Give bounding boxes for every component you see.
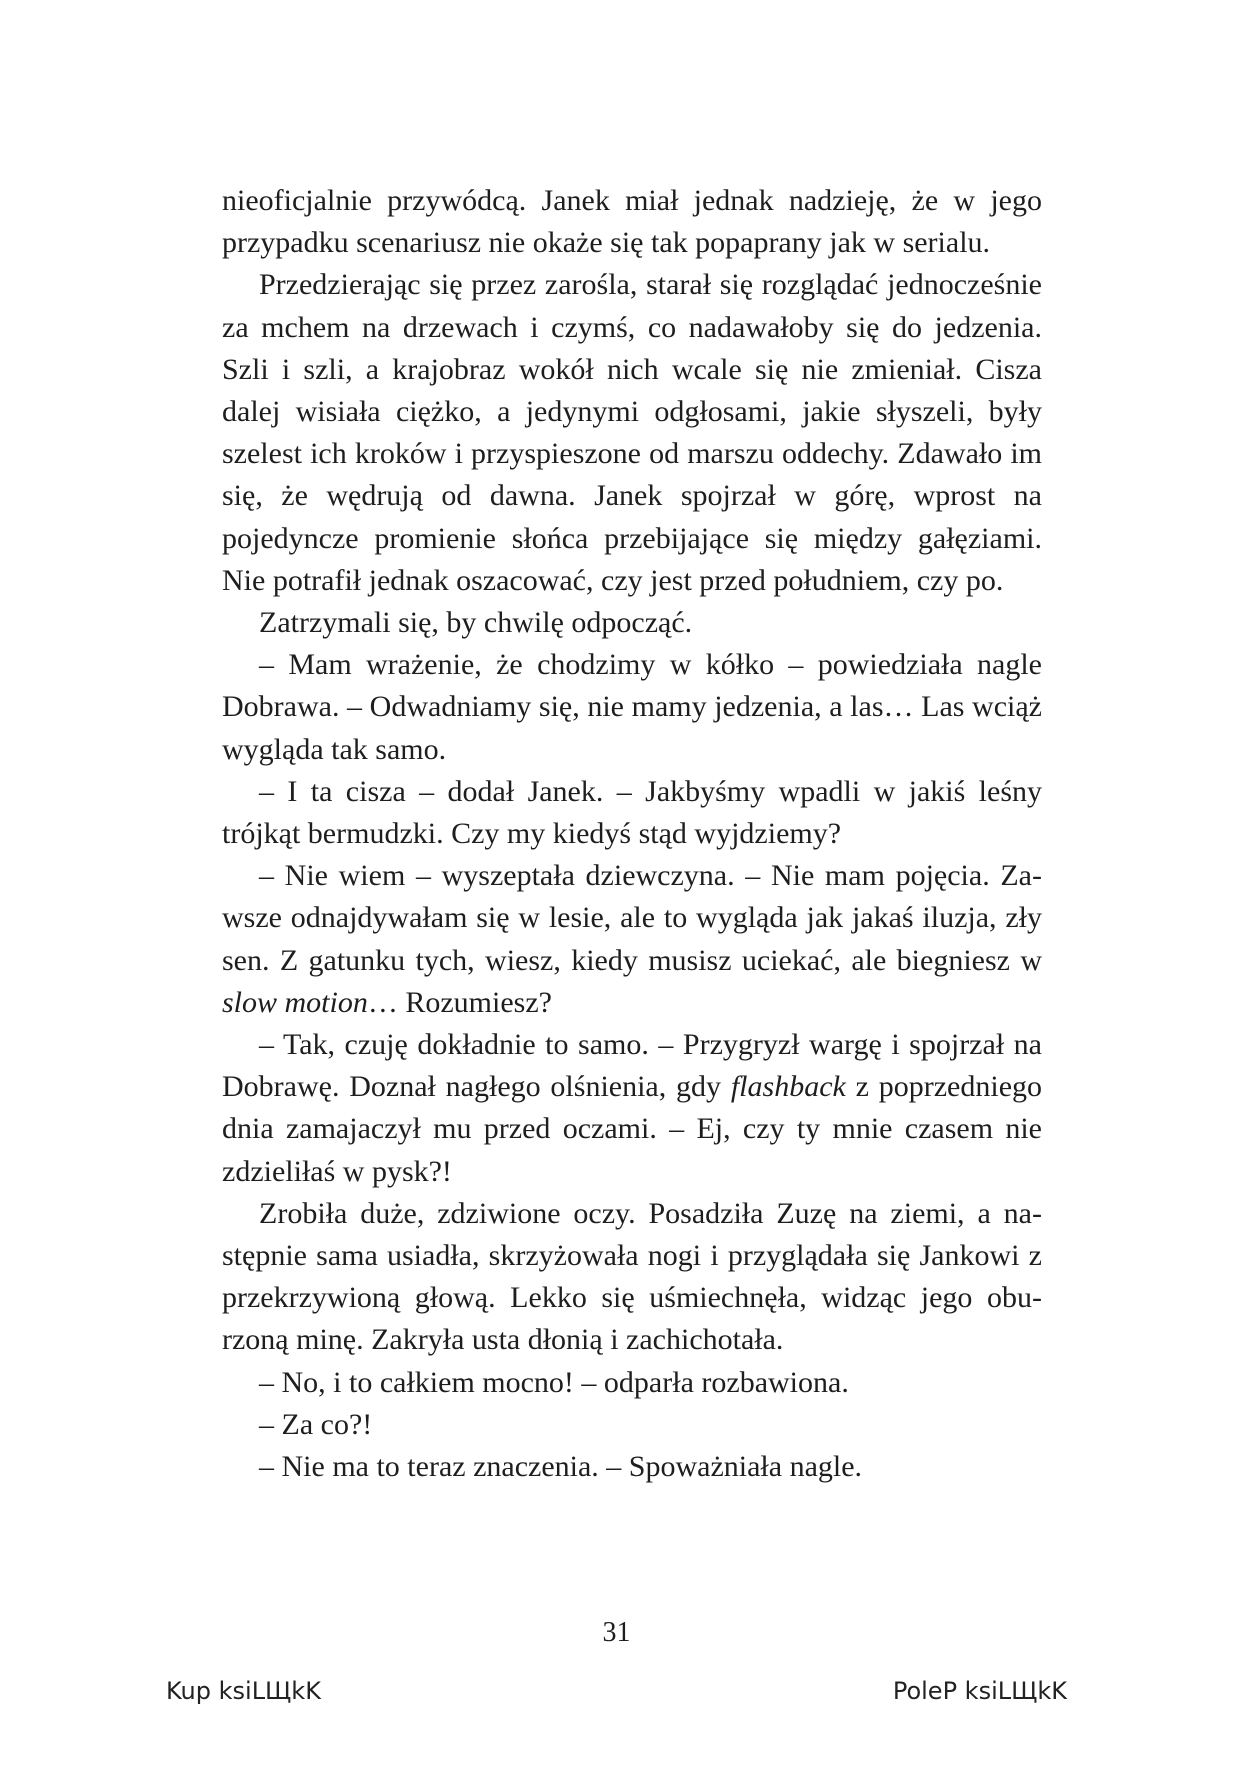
paragraph-3: Zatrzymali się, by chwilę odpocząć.	[259, 606, 693, 640]
paragraph-10: – Za co?!	[259, 1407, 373, 1441]
paragraph-6	[222, 855, 1042, 1024]
paragraph-1: nieoficjalnie przywódcą. Janek miał jednak nadzieję, że w jego przypadku scenariusz nie okaże się tak popaprany jak w serialu.	[222, 184, 1042, 260]
paragraph-6-tail: … Rozumiesz?	[367, 985, 552, 1019]
paragraph-6-italic: slow motion	[222, 985, 368, 1019]
paragraph-4: – Mam wrażenie, że chodzimy w kółko – powiedziała nagle Dobrawa. – Odwadniamy się, nie mamy jedzenia, a las… Las wciąż wygląda tak samo.	[222, 648, 1042, 766]
footer-recommend-book-link[interactable]: PoleP ksiLЩkK	[892, 1677, 1067, 1705]
paragraph-7-italic: flashback	[730, 1070, 846, 1104]
paragraph-2: Przedzierając się przez zarośla, starał się rozglądać jednocześnie za mchem na drzewach i czymś, co nadawałoby się do jedzenia. Szli i szli, a krajobraz wokół nich wcale się nie zmieniał. Cisza dalej wisiała ciężko, a jedynymi odgłosami, jakie słyszeli, były szelest ich kroków i przyspieszone od marszu oddechy. Zdawało im się, że wędrują od dawna. Janek spojrzał w górę, wprost na pojedyncze promienie słońca przebijające się między gałęziami. Nie potrafił jednak oszacować, czy jest przed południem, czy po.	[222, 268, 1042, 597]
paragraph-6-text: – Nie wiem – wyszeptała dziewczyna. – Nie mam pojęcia. Zawsze odnajdywałam się w lesie, ale to wygląda jak jakaś iluzja, zły sen. Z gatunku tych, wiesz, kiedy musisz uciekać, ale biegniesz w	[222, 859, 1042, 977]
paragraph-7-tail: z poprzedniego dnia zamajaczył mu przed oczami. – Ej, czy ty mnie czasem nie zdzieliłaś w pysk?!	[222, 1070, 1043, 1188]
paragraph-11: – Nie ma to teraz znaczenia. – Spoważniała nagle.	[259, 1450, 863, 1484]
paragraph-5: – I ta cisza – dodał Janek. – Jakbyśmy wpadli w jakiś leśny trójkąt bermudzki. Czy my kiedyś stąd wyjdziemy?	[222, 774, 1042, 851]
page-number: 31	[602, 1617, 631, 1648]
paragraph-7	[222, 1024, 1042, 1193]
body-text	[222, 180, 1042, 1488]
paragraph-7-text: – Tak, czuję dokładnie to samo. – Przygryzł wargę i spojrzał na Dobrawę. Doznał nagłego olśnienia, gdy	[222, 1028, 1042, 1104]
paragraph-9: – No, i to całkiem mocno! – odparła rozbawiona.	[259, 1365, 849, 1399]
paragraph-8: Zrobiła duże, zdziwione oczy. Posadziła Zuzę na ziemi, a następnie sama usiadła, skrzyżowała nogi i przyglądała się Jankowi z przekrzywioną głową. Lekko się uśmiechnęła, widząc jego oburzoną minę. Zakryła usta dłonią i zachichotała.	[222, 1196, 1042, 1357]
footer-buy-book-link[interactable]: Kup ksiLЩkK	[166, 1677, 321, 1705]
